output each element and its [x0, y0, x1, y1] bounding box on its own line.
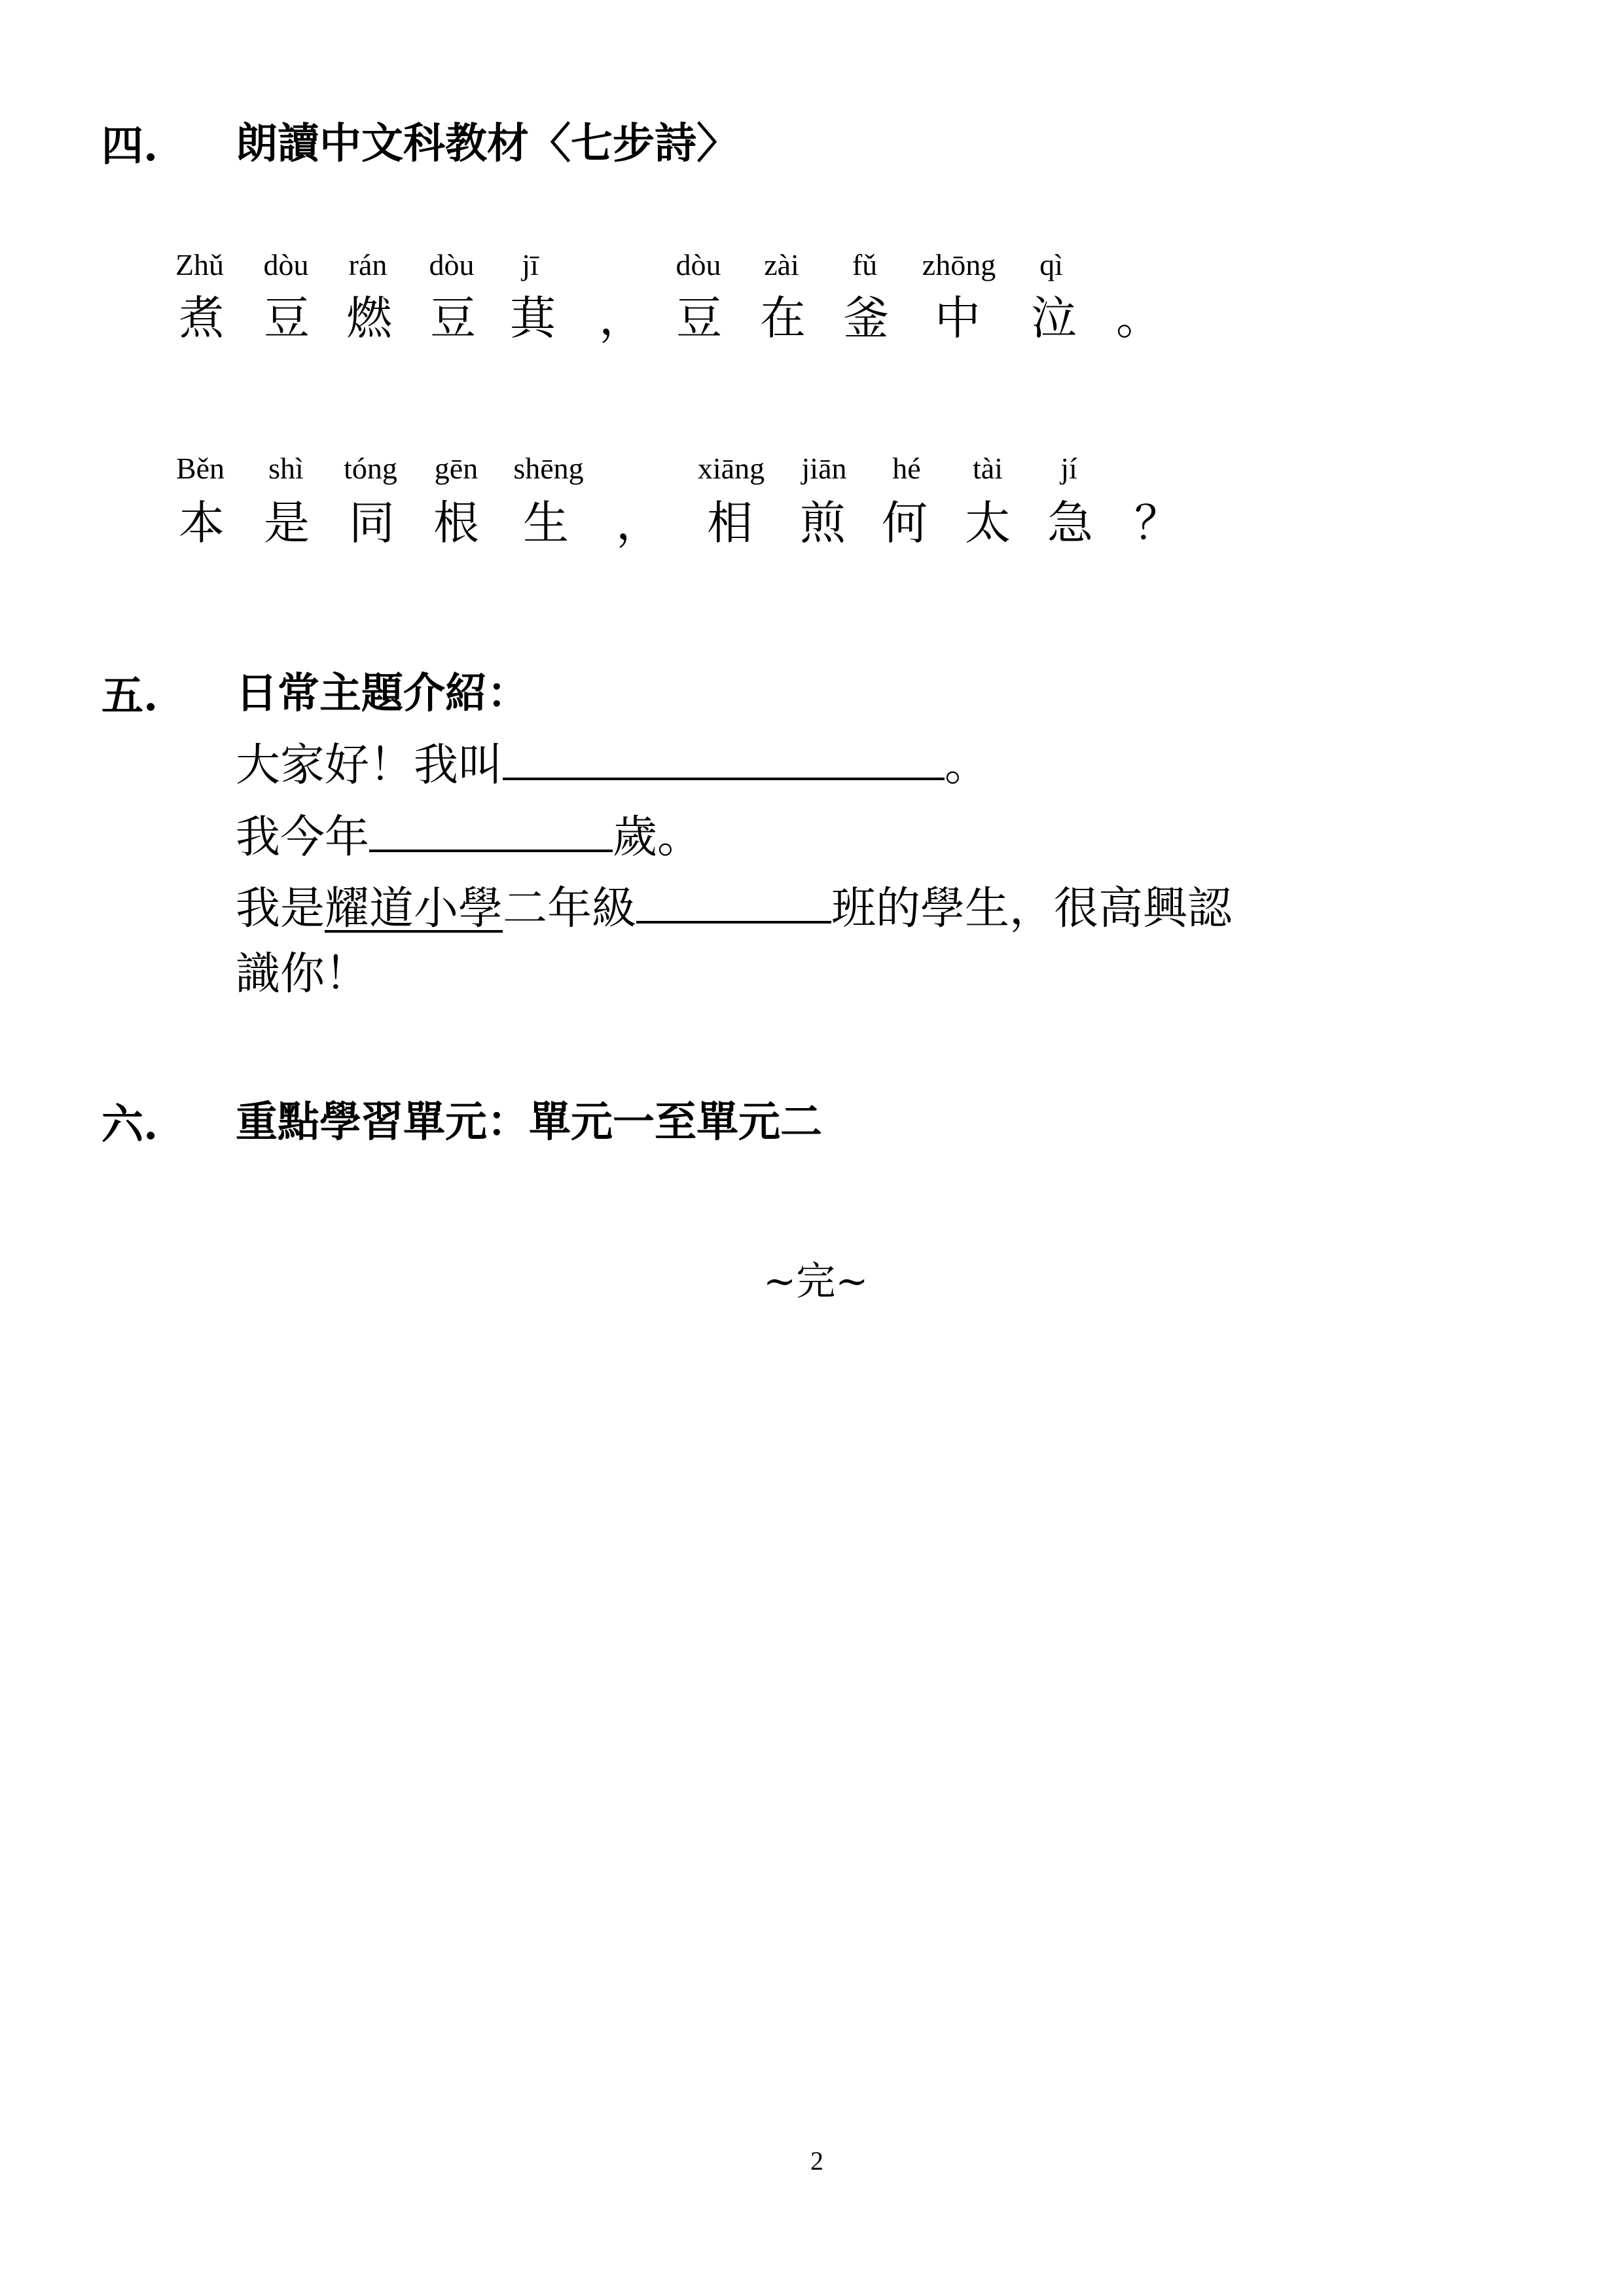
- pinyin-syllable: dòu: [263, 248, 309, 281]
- section-4-number: 四.: [101, 122, 158, 171]
- poem-character: 何: [882, 496, 928, 550]
- pinyin-syllable: qì: [1039, 248, 1063, 281]
- name-blank[interactable]: [503, 737, 945, 780]
- poem-character: 同: [349, 496, 395, 550]
- poem-character: 豆: [430, 291, 476, 345]
- pinyin-syllable: zài: [764, 248, 799, 281]
- pinyin-syllable: dòu: [429, 248, 475, 281]
- section-5-number: 五.: [101, 672, 158, 721]
- poem-character: 豆: [264, 291, 310, 345]
- poem-punctuation: 。: [1116, 291, 1162, 345]
- class-blank[interactable]: [636, 880, 831, 924]
- age-blank[interactable]: [369, 809, 613, 852]
- pinyin-syllable: jī: [522, 248, 539, 281]
- poem-character: 相: [707, 496, 753, 550]
- intro-period: 。: [945, 740, 990, 791]
- poem-character: 燃: [346, 291, 392, 345]
- section-4-title: 朗讀中文科教材〈七步詩〉: [236, 119, 738, 168]
- poem-punctuation: ，: [599, 291, 645, 345]
- pinyin-syllable: gēn: [434, 452, 478, 485]
- pinyin-syllable: dòu: [676, 248, 721, 281]
- poem-character: 釜: [843, 291, 889, 345]
- pinyin-syllable: xiāng: [697, 452, 765, 485]
- poem-character: 豆: [676, 291, 722, 345]
- intro-line-name: [236, 737, 990, 791]
- poem-character: 在: [760, 291, 806, 345]
- intro-grade: 二年級: [503, 883, 637, 935]
- page-number: 2: [810, 2146, 823, 2176]
- school-name: 耀道小學: [325, 883, 503, 935]
- pinyin-syllable: shì: [268, 452, 304, 485]
- poem-character: 煮: [179, 291, 225, 345]
- pinyin-syllable: shēng: [513, 452, 584, 485]
- poem-character: 萁: [510, 291, 556, 345]
- pinyin-syllable: rán: [348, 248, 388, 281]
- intro-school-prefix: 我是: [236, 883, 325, 935]
- end-mark: ~完~: [763, 1259, 869, 1304]
- intro-class-suffix: 班的學生，很高興認: [831, 883, 1233, 935]
- section-6-title: 重點學習單元：單元一至單元二: [236, 1098, 822, 1147]
- poem-punctuation: ？: [1134, 496, 1180, 550]
- pinyin-syllable: jiān: [801, 452, 847, 485]
- intro-age-prefix: 我今年: [236, 812, 370, 863]
- poem-character: 本: [179, 496, 225, 550]
- poem-character: 生: [523, 496, 569, 550]
- pinyin-syllable: jí: [1060, 452, 1077, 485]
- poem-character: 中: [935, 291, 981, 345]
- poem-character: 根: [433, 496, 479, 550]
- pinyin-syllable: hé: [892, 452, 921, 485]
- section-5-title: 日常主題介紹：: [236, 669, 529, 718]
- pinyin-syllable: Zhǔ: [175, 248, 225, 281]
- pinyin-syllable: zhōng: [922, 248, 996, 281]
- pinyin-syllable: Běn: [175, 452, 225, 485]
- intro-greeting: 大家好！我叫: [236, 740, 503, 791]
- section-6-number: 六.: [101, 1100, 158, 1149]
- pinyin-syllable: tóng: [344, 452, 397, 485]
- intro-line-age: [236, 809, 702, 863]
- poem-character: 泣: [1031, 291, 1077, 345]
- intro-line-class: [236, 880, 1233, 935]
- pinyin-syllable: tài: [973, 452, 1003, 485]
- pinyin-syllable: fǔ: [852, 248, 878, 281]
- poem-character: 是: [264, 496, 310, 550]
- poem-character: 太: [965, 496, 1011, 550]
- intro-age-suffix: 歲。: [613, 812, 702, 863]
- poem-character: 急: [1047, 496, 1093, 550]
- poem-character: 煎: [800, 496, 846, 550]
- poem-punctuation: ，: [616, 496, 662, 550]
- intro-line-closing: 識你！: [236, 948, 370, 1000]
